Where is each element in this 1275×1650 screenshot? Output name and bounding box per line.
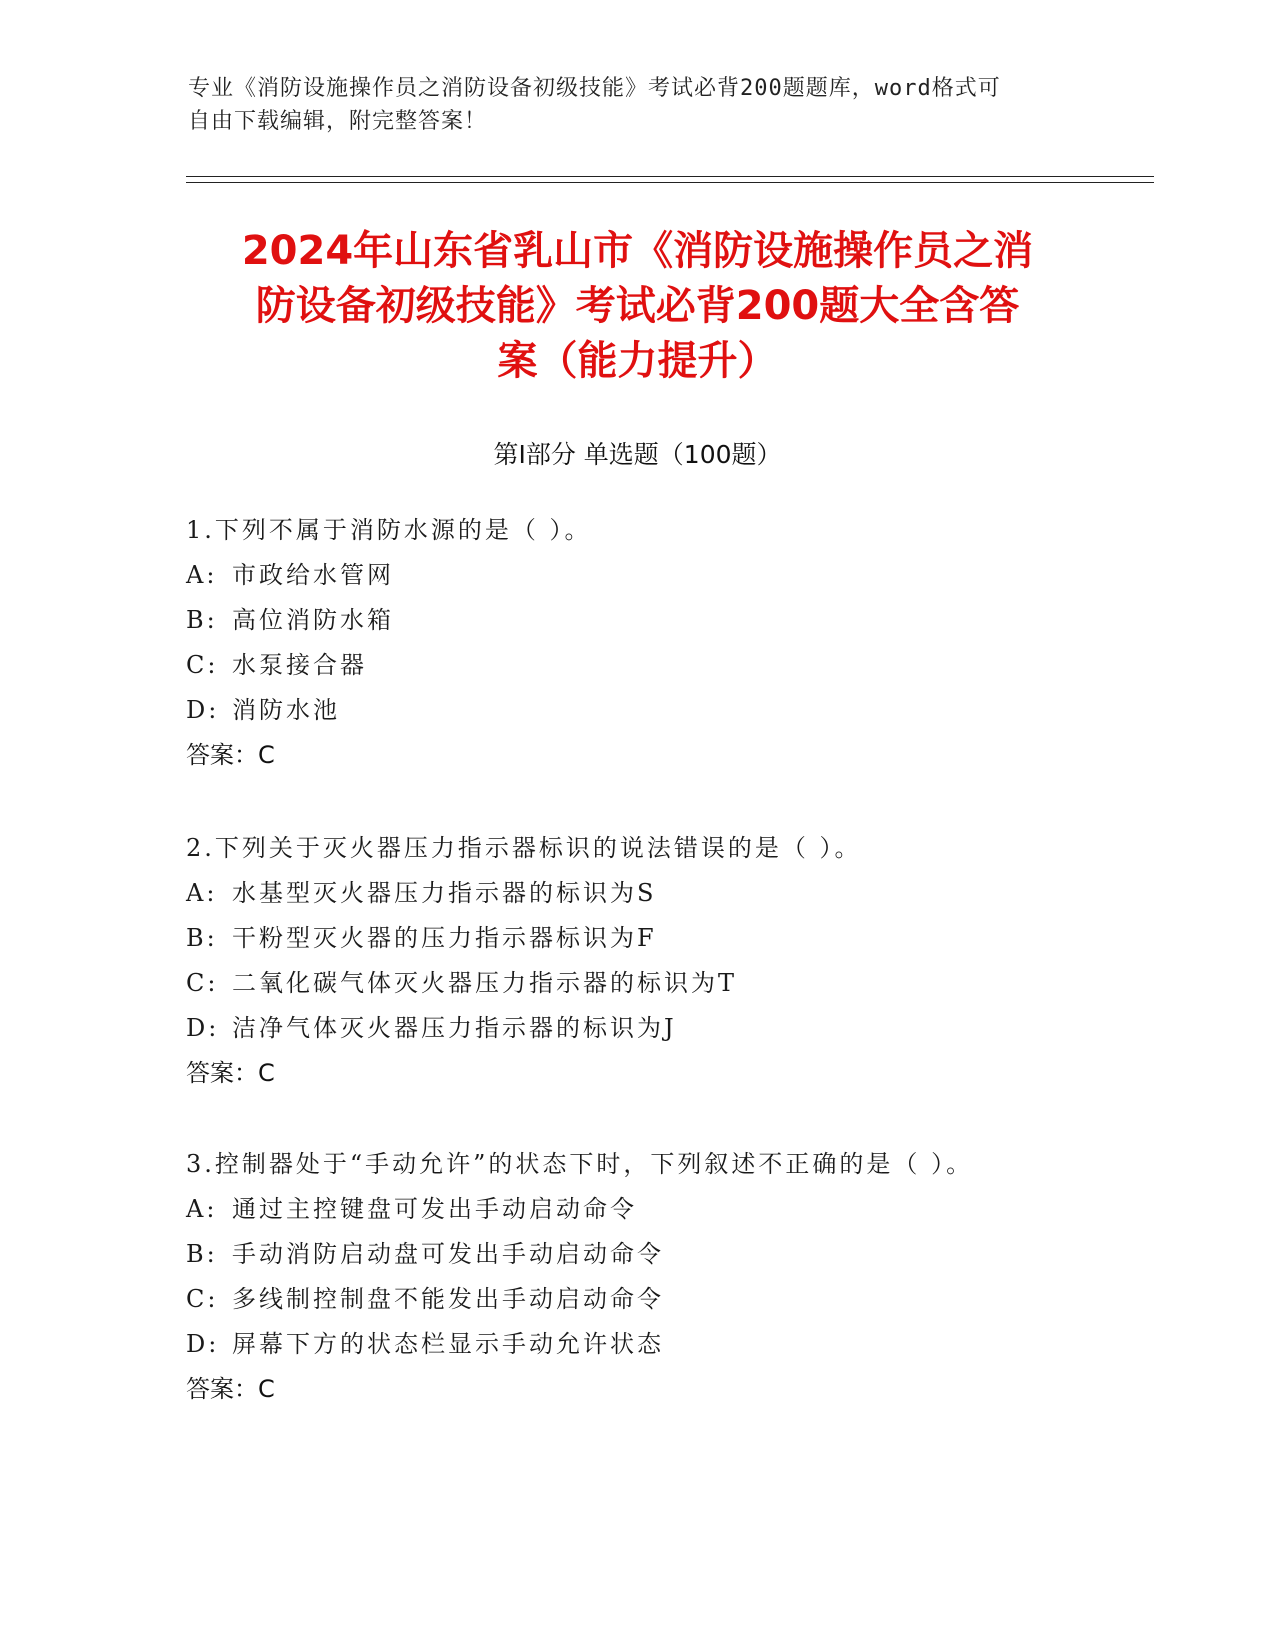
- answer: 答案：C: [186, 1375, 275, 1403]
- title-line-1: 2024年山东省乳山市《消防设施操作员之消: [241, 228, 1034, 274]
- option-key: A:: [186, 879, 218, 907]
- title-line-3: 案（能力提升）: [497, 338, 778, 384]
- option-c: [186, 1277, 1086, 1322]
- option-b: [186, 916, 1086, 961]
- section-heading: 第Ⅰ部分 单选题（100题）: [493, 440, 782, 469]
- option-key: A:: [186, 1195, 218, 1223]
- option-key: B:: [186, 924, 218, 952]
- header-divider-bottom: [186, 182, 1154, 183]
- question-stem: 3.控制器处于“手动允许”的状态下时，下列叙述不正确的是（ ）。: [186, 1150, 974, 1178]
- option-c: [186, 643, 1086, 688]
- option-text: 市政给水管网: [232, 561, 394, 589]
- option-text: 多线制控制盘不能发出手动启动命令: [232, 1285, 664, 1313]
- question-3: [186, 1142, 1086, 1412]
- option-key: A:: [186, 561, 218, 589]
- option-key: B:: [186, 606, 218, 634]
- header-divider-top: [186, 176, 1154, 177]
- option-key: D:: [186, 1330, 220, 1358]
- option-a: [186, 553, 1086, 598]
- header-note-line-1: 专业《消防设施操作员之消防设备初级技能》考试必背200题题库，word格式可: [188, 76, 1001, 101]
- option-text: 高位消防水箱: [232, 606, 394, 634]
- option-d: [186, 1322, 1086, 1367]
- option-key: C:: [186, 969, 219, 997]
- question-stem: 1.下列不属于消防水源的是（ ）。: [186, 516, 592, 544]
- option-b: [186, 1232, 1086, 1277]
- option-text: 消防水池: [232, 696, 340, 724]
- option-text: 通过主控键盘可发出手动启动命令: [232, 1195, 637, 1223]
- question-1: [186, 508, 1086, 778]
- option-key: C:: [186, 651, 219, 679]
- option-key: B:: [186, 1240, 218, 1268]
- option-key: D:: [186, 696, 220, 724]
- option-text: 手动消防启动盘可发出手动启动命令: [232, 1240, 664, 1268]
- option-a: [186, 1187, 1086, 1232]
- answer: 答案：C: [186, 1059, 275, 1087]
- header-note-line-2: 自由下载编辑，附完整答案！: [188, 109, 488, 134]
- option-d: [186, 688, 1086, 733]
- option-d: [186, 1006, 1086, 1051]
- option-text: 水泵接合器: [232, 651, 367, 679]
- option-text: 屏幕下方的状态栏显示手动允许状态: [232, 1330, 664, 1358]
- header-note: [188, 72, 1068, 138]
- option-text: 二氧化碳气体灭火器压力指示器的标识为T: [232, 969, 738, 997]
- answer: 答案：C: [186, 741, 275, 769]
- option-text: 干粉型灭火器的压力指示器标识为F: [232, 924, 657, 952]
- option-text: 洁净气体灭火器压力指示器的标识为J: [232, 1014, 677, 1042]
- option-text: 水基型灭火器压力指示器的标识为S: [232, 879, 657, 907]
- document-title: [180, 224, 1095, 389]
- option-a: [186, 871, 1086, 916]
- option-c: [186, 961, 1086, 1006]
- question-stem: 2.下列关于灭火器压力指示器标识的说法错误的是（ ）。: [186, 834, 862, 862]
- option-b: [186, 598, 1086, 643]
- question-2: [186, 826, 1086, 1096]
- option-key: C:: [186, 1285, 219, 1313]
- title-line-2: 防设备初级技能》考试必背200题大全含答: [255, 283, 1020, 329]
- option-key: D:: [186, 1014, 220, 1042]
